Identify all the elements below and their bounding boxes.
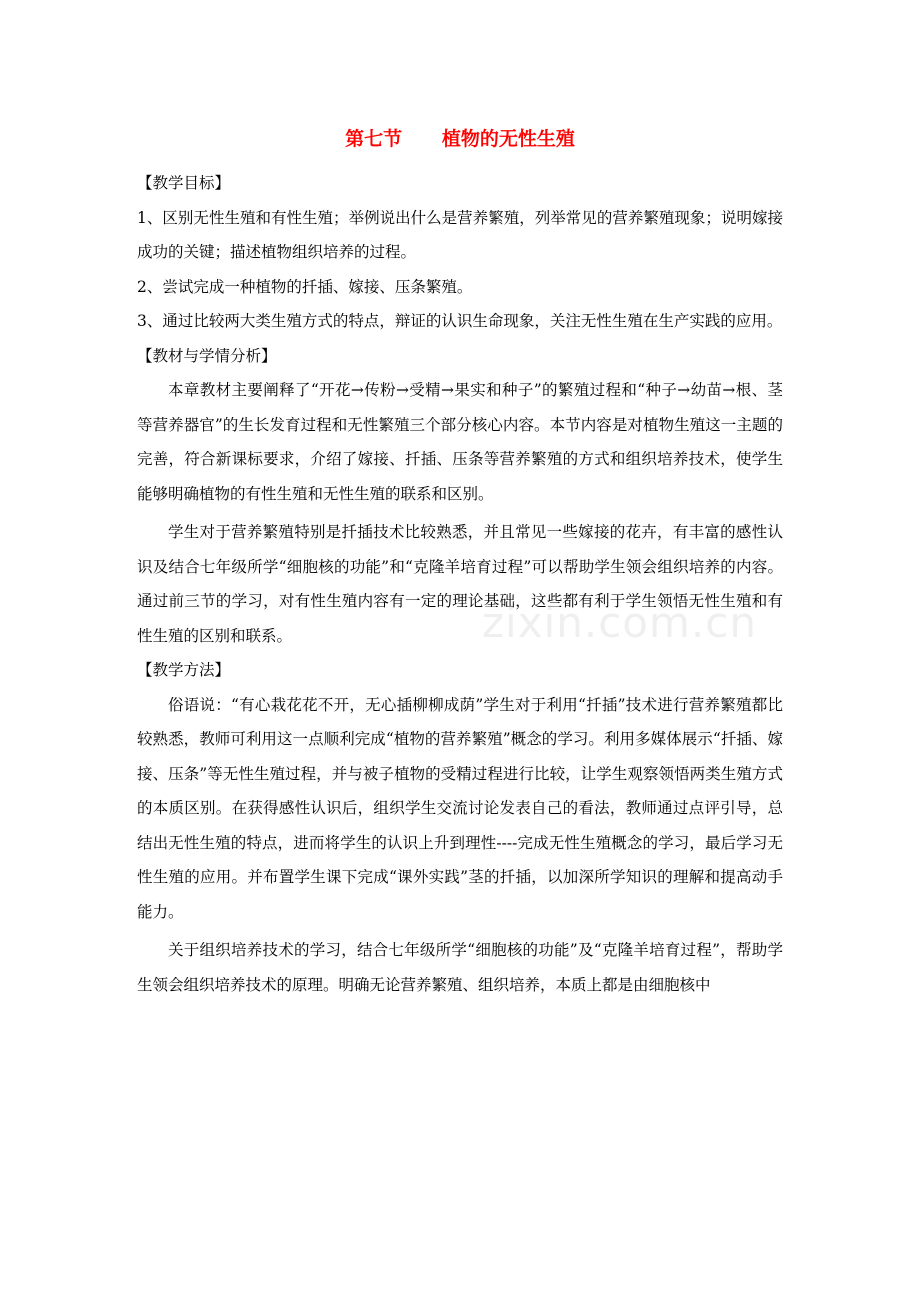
page-title: 第七节 植物的无性生殖 [345, 128, 575, 150]
watermark: zixin.com.cn [482, 598, 757, 647]
goal-item-2: 2、尝试完成一种植物的扦插、嫁接、压条繁殖。 [137, 277, 473, 296]
analysis-paragraph-2: 学生对于营养繁殖特别是扦插技术比较熟悉，并且常见一些嫁接的花卉，有丰富的感性认识及结合七年级所学“细胞核的功能”和“克隆羊培育过程”可以帮助学生领会组织培养的内容。通过前三节的学习，对有性生殖内容有一定的理论基础，这些都有利于学生领悟无性生殖和有性生殖的区别和联系。 [137, 523, 783, 645]
methods-heading: 【教学方法】 [137, 661, 231, 679]
methods-paragraph-1: 俗语说：“有心栽花花不开，无心插柳柳成荫”学生对于利用“扦插”技术进行营养繁殖都比较熟悉，教师可利用这一点顺利完成“植物的营养繁殖”概念的学习。利用多媒体展示“扦插、嫁接、压条”等无性生殖过程，并与被子植物的受精过程进行比较，让学生观察领悟两类生殖方式的本质区别。在获得感性认识后，组织学生交流讨论发表自己的看法，教师通过点评引导，总结出无性生殖的特点，进而将学生的认识上升到理性----完成无性生殖概念的学习，最后学习无性生殖的应用。并布置学生课下完成“课外实践”茎的扦插，以加深所学知识的理解和提高动手能力。 [137, 695, 783, 921]
analysis-heading: 【教材与学情分析】 [137, 346, 277, 365]
methods-paragraph-2: 关于组织培养技术的学习，结合七年级所学“细胞核的功能”及“克隆羊培育过程”，帮助学生领会组织培养技术的原理。明确无论营养繁殖、组织培养，本质上都是由细胞核中 [137, 941, 783, 994]
analysis-paragraph-1: 本章教材主要阐释了“开花→传粉→受精→果实和种子”的繁殖过程和“种子→幼苗→根、茎等营养器官”的生长发育过程和无性繁殖三个部分核心内容。本节内容是对植物生殖这一主题的完善，符合新课标要求，介绍了嫁接、扦插、压条等营养繁殖的方式和组织培养技术，使学生能够明确植物的有性生殖和无性生殖的联系和区别。 [137, 381, 783, 503]
goal-item-1: 1、区别无性生殖和有性生殖；举例说出什么是营养繁殖，列举常见的营养繁殖现象；说明嫁接成功的关键；描述植物组织培养的过程。 [137, 208, 783, 261]
document-body [137, 166, 783, 1002]
goal-item-3: 3、通过比较两大类生殖方式的特点，辩证的认识生命现象，关注无性生殖在生产实践的应用。 [137, 312, 783, 330]
goals-heading: 【教学目标】 [137, 174, 231, 192]
